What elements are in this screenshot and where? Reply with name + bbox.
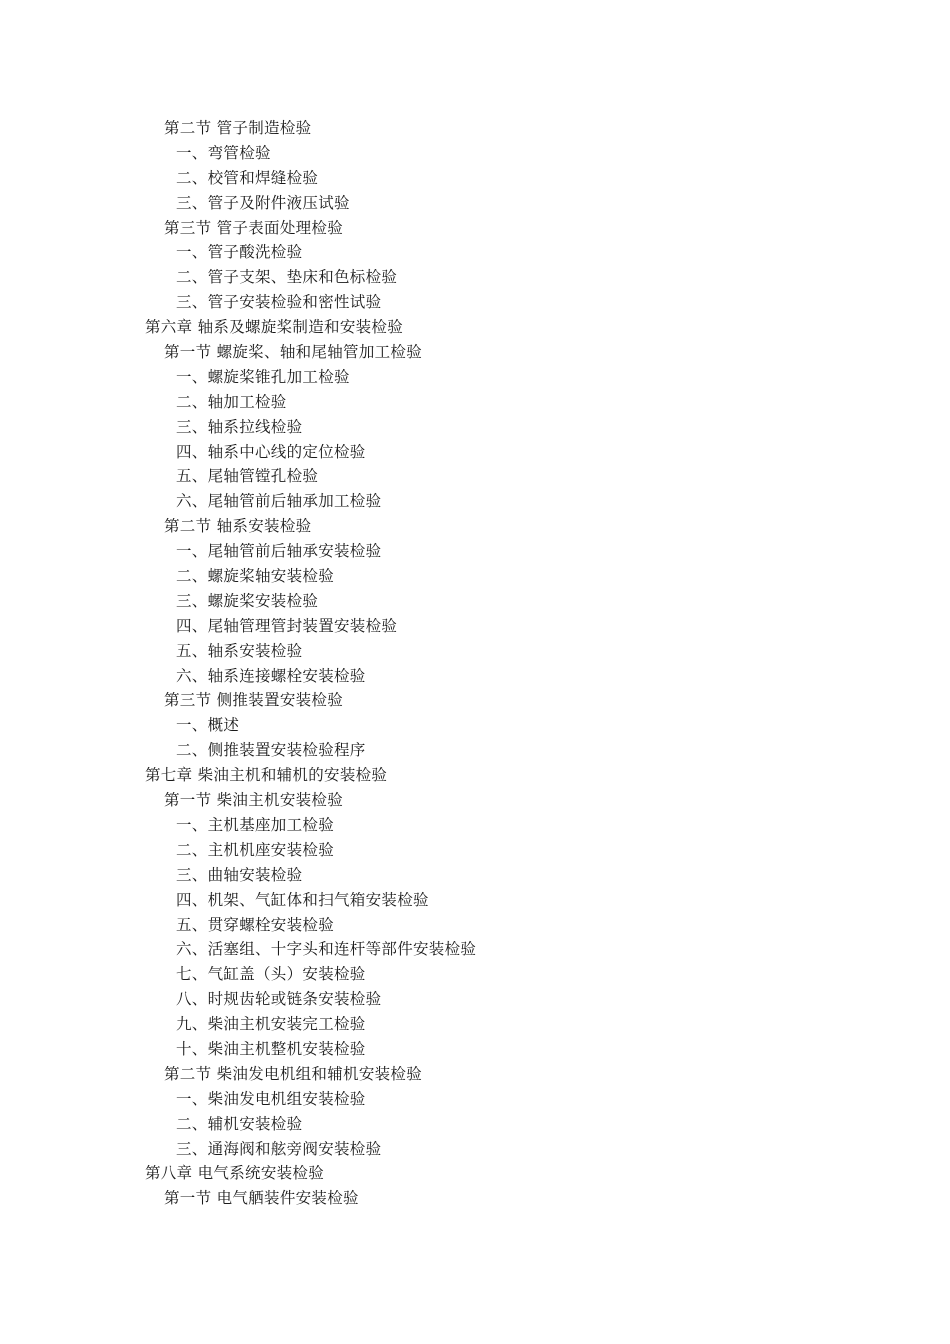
toc-item-entry: 二、轴加工检验 [176, 392, 287, 411]
toc-item-entry: 六、轴系连接螺栓安装检验 [176, 666, 366, 685]
toc-section-entry: 第二节 轴系安装检验 [164, 517, 312, 536]
toc-chapter-entry: 第八章 电气系统安装检验 [145, 1164, 325, 1183]
toc-item-entry: 一、柴油发电机组安装检验 [176, 1089, 366, 1108]
toc-section-entry: 第三节 管子表面处理检验 [164, 218, 344, 237]
toc-item-entry: 二、管子支架、垫床和色标检验 [176, 268, 398, 287]
toc-item-entry: 一、尾轴管前后轴承安装检验 [176, 542, 382, 561]
toc-item-entry: 十、柴油主机整机安装检验 [176, 1039, 366, 1058]
toc-item-entry: 四、尾轴管理管封装置安装检验 [176, 616, 398, 635]
toc-item-entry: 二、螺旋桨轴安装检验 [176, 567, 335, 586]
toc-item-entry: 三、曲轴安装检验 [176, 865, 303, 884]
toc-item-entry: 一、弯管检验 [176, 143, 271, 162]
toc-item-entry: 五、尾轴管镗孔检验 [176, 467, 319, 486]
toc-item-entry: 六、尾轴管前后轴承加工检验 [176, 492, 382, 511]
table-of-contents [0, 116, 950, 1211]
toc-section-entry: 第一节 螺旋桨、轴和尾轴管加工检验 [164, 343, 423, 362]
toc-section-entry: 第三节 侧推装置安装检验 [164, 691, 344, 710]
toc-item-entry: 二、辅机安装检验 [176, 1114, 303, 1133]
toc-section-entry: 第一节 柴油主机安装检验 [164, 791, 344, 810]
toc-item-entry: 二、侧推装置安装检验程序 [176, 741, 366, 760]
toc-item-entry: 一、管子酸洗检验 [176, 243, 303, 262]
toc-item-entry: 六、活塞组、十字头和连杆等部件安装检验 [176, 940, 477, 959]
toc-item-entry: 三、管子及附件液压试验 [176, 193, 350, 212]
toc-item-entry: 八、时规齿轮或链条安装检验 [176, 990, 382, 1009]
toc-item-entry: 二、主机机座安装检验 [176, 840, 335, 859]
toc-item-entry: 一、概述 [176, 716, 240, 735]
toc-item-entry: 九、柴油主机安装完工检验 [176, 1015, 366, 1034]
toc-item-entry: 三、通海阀和舷旁阀安装检验 [176, 1139, 382, 1158]
toc-item-entry: 三、螺旋桨安装检验 [176, 591, 319, 610]
toc-item-entry: 五、轴系安装检验 [176, 641, 303, 660]
toc-item-entry: 四、机架、气缸体和扫气箱安装检验 [176, 890, 429, 909]
toc-chapter-entry: 第七章 柴油主机和辅机的安装检验 [145, 766, 388, 785]
toc-item-entry: 五、贯穿螺栓安装检验 [176, 915, 335, 934]
toc-chapter-entry: 第六章 轴系及螺旋桨制造和安装检验 [145, 318, 404, 337]
toc-item-entry: 四、轴系中心线的定位检验 [176, 442, 366, 461]
toc-item-entry: 一、螺旋桨锥孔加工检验 [176, 367, 350, 386]
toc-item-entry: 一、主机基座加工检验 [176, 815, 335, 834]
toc-item-entry: 三、管子安装检验和密性试验 [176, 293, 382, 312]
toc-section-entry: 第一节 电气舾装件安装检验 [164, 1189, 359, 1208]
toc-item-entry: 七、气缸盖（头）安装检验 [176, 965, 366, 984]
toc-section-entry: 第二节 柴油发电机组和辅机安装检验 [164, 1064, 423, 1083]
toc-item-entry: 三、轴系拉线检验 [176, 417, 303, 436]
toc-section-entry: 第二节 管子制造检验 [164, 119, 312, 137]
toc-item-entry: 二、校管和焊缝检验 [176, 168, 319, 187]
